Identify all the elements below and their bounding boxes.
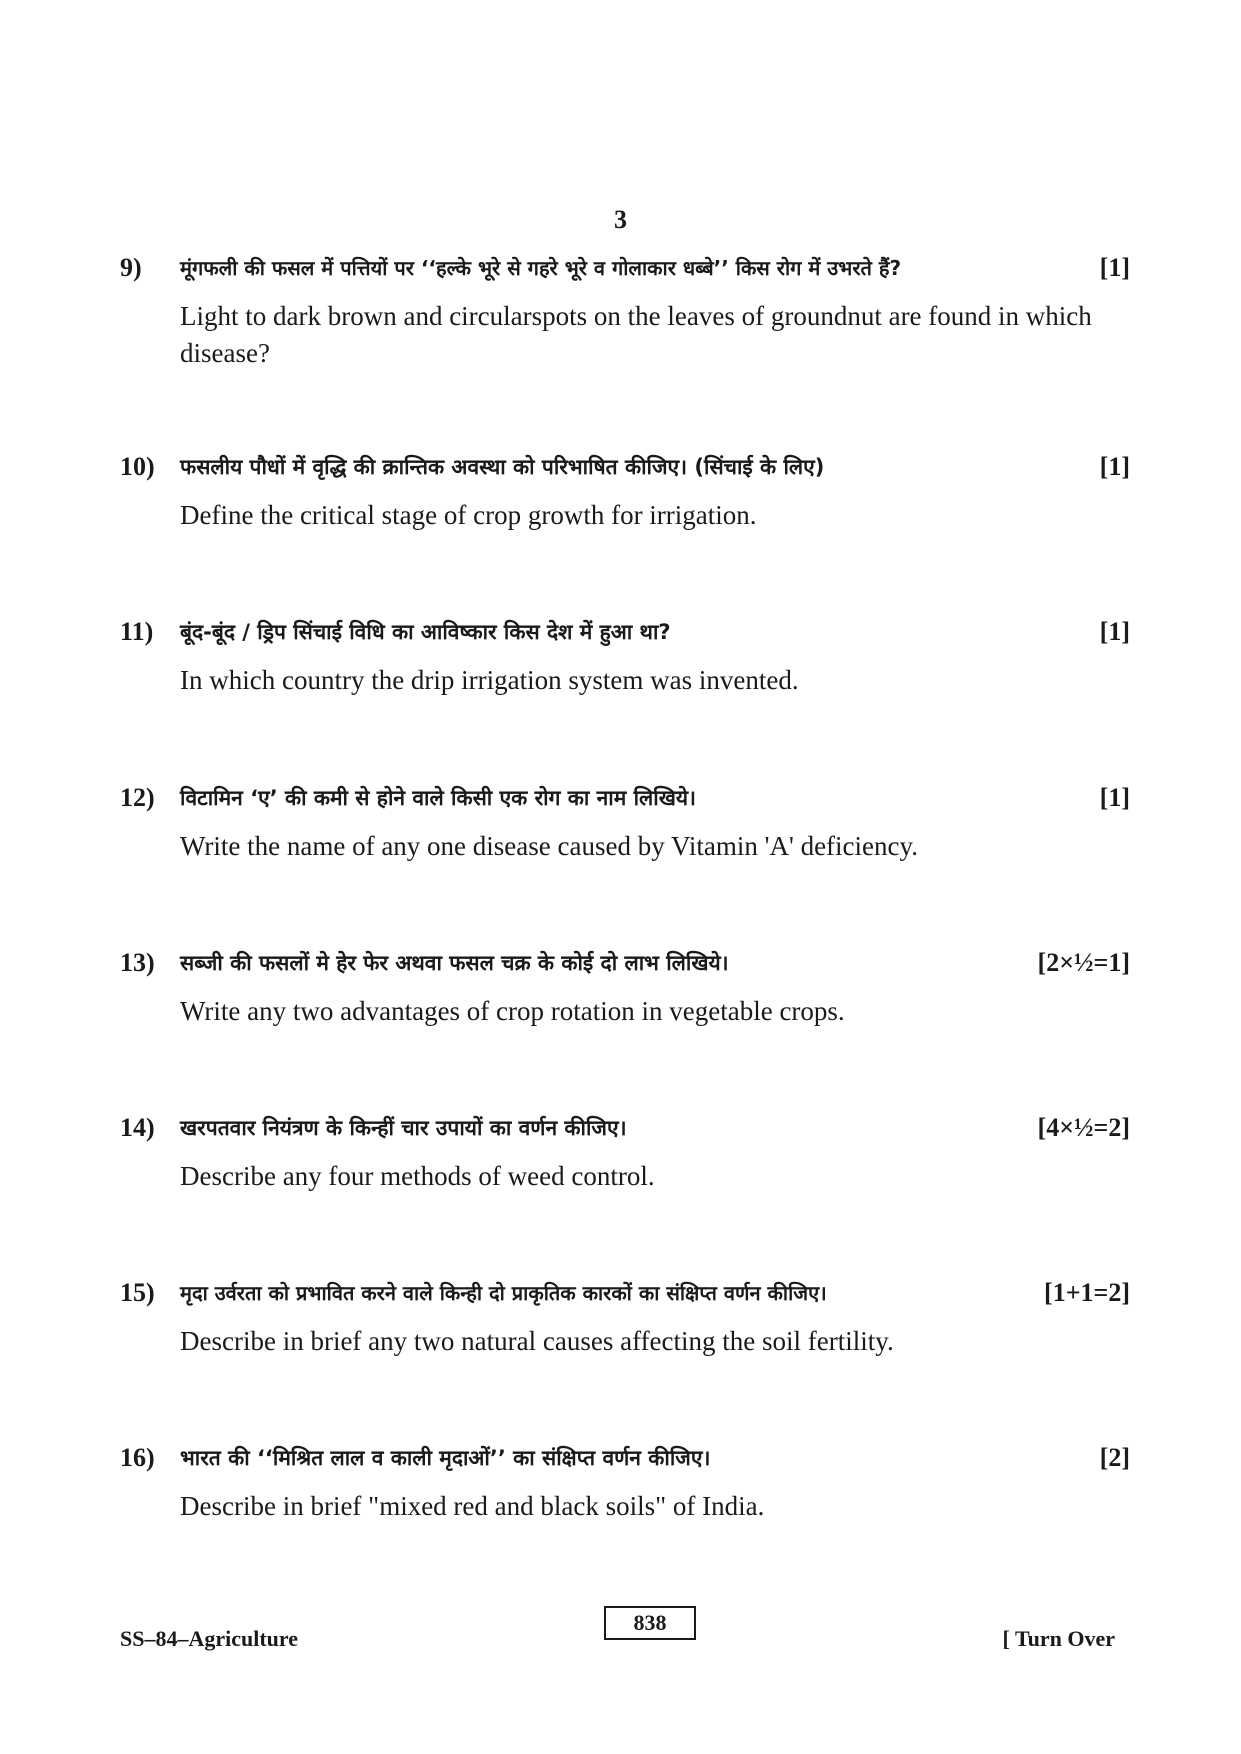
question-number: 14) xyxy=(120,1113,155,1142)
question-english-text: Describe any four methods of weed control. xyxy=(180,1161,655,1191)
turn-over-label: [ Turn Over xyxy=(1002,1626,1115,1651)
paper-code: SS–84–Agriculture xyxy=(120,1626,299,1651)
question-number: 13) xyxy=(120,948,155,977)
page-code-box: 838 xyxy=(604,1606,696,1640)
question-line xyxy=(120,447,1130,487)
question-12 xyxy=(120,778,1130,865)
question-marks: [1] xyxy=(1099,617,1130,646)
question-hindi-text: विटामिन ‘ए’ की कमी से होने वाले किसी एक रोग का नाम लिखिये। xyxy=(180,786,697,810)
question-14 xyxy=(120,1108,1130,1195)
page-number: 3 xyxy=(614,205,627,234)
question-number: 9) xyxy=(120,253,142,282)
question-line xyxy=(120,943,1130,983)
question-marks: [1] xyxy=(1099,452,1130,481)
question-number: 16) xyxy=(120,1443,155,1472)
question-english-text: In which country the drip irrigation system was invented. xyxy=(180,665,799,695)
question-number: 11) xyxy=(120,617,154,646)
question-english-text: Write the name of any one disease caused by Vitamin 'A' deficiency. xyxy=(180,831,919,861)
question-line xyxy=(120,1273,1130,1313)
question-english-text: Write any two advantages of crop rotation in vegetable crops. xyxy=(180,996,845,1026)
question-marks: [1] xyxy=(1099,253,1130,282)
question-hindi-text: बूंद-बूंद / ड्रिप सिंचाई विधि का आविष्कार किस देश में हुआ था? xyxy=(180,620,671,644)
question-hindi-text: मृदा उर्वरता को प्रभावित करने वाले किन्ही दो प्राकृतिक कारकों का संक्षिप्त वर्णन कीजिए। xyxy=(180,1281,827,1305)
question-number: 15) xyxy=(120,1278,155,1307)
question-9 xyxy=(120,248,1130,372)
question-line xyxy=(120,778,1130,818)
question-english-text: Define the critical stage of crop growth for irrigation. xyxy=(180,500,757,530)
question-number: 12) xyxy=(120,783,155,812)
question-hindi-text: खरपतवार नियंत्रण के किन्हीं चार उपायों का वर्णन कीजिए। xyxy=(180,1116,627,1140)
question-marks: [2] xyxy=(1099,1443,1130,1472)
question-16 xyxy=(120,1438,1130,1525)
question-15 xyxy=(120,1273,1130,1360)
question-13 xyxy=(120,943,1130,1030)
question-english-text: Describe in brief "mixed red and black soils" of India. xyxy=(180,1491,765,1521)
question-11 xyxy=(120,612,1130,699)
question-line xyxy=(120,1108,1130,1148)
question-hindi-text: फसलीय पौधों में वृद्धि की क्रान्तिक अवस्था को परिभाषित कीजिए। (सिंचाई के लिए) xyxy=(180,455,825,479)
question-line xyxy=(120,1438,1130,1478)
question-hindi-text: मूंगफली की फसल में पत्तियों पर ‘‘हल्के भूरे से गहरे भूरे व गोलाकार धब्बे’’ किस रोग में उभरते हैं? xyxy=(180,256,902,280)
question-10 xyxy=(120,447,1130,534)
question-hindi-text: भारत की ‘‘मिश्रित लाल व काली मृदाओं’’ का संक्षिप्त वर्णन कीजिए। xyxy=(180,1446,711,1470)
question-marks: [1] xyxy=(1099,783,1130,812)
question-line xyxy=(120,248,1130,288)
question-marks: [2×½=1] xyxy=(1037,948,1130,977)
question-english-text: Describe in brief any two natural causes affecting the soil fertility. xyxy=(180,1326,894,1356)
question-marks: [1+1=2] xyxy=(1044,1278,1130,1307)
question-line xyxy=(120,612,1130,652)
question-english-text: Light to dark brown and circularspots on the leaves of groundnut are found in which disease? xyxy=(180,301,1092,368)
question-number: 10) xyxy=(120,452,155,481)
question-marks: [4×½=2] xyxy=(1037,1113,1130,1142)
question-hindi-text: सब्जी की फसलों मे हेर फेर अथवा फसल चक्र के कोई दो लाभ लिखिये। xyxy=(180,951,729,975)
